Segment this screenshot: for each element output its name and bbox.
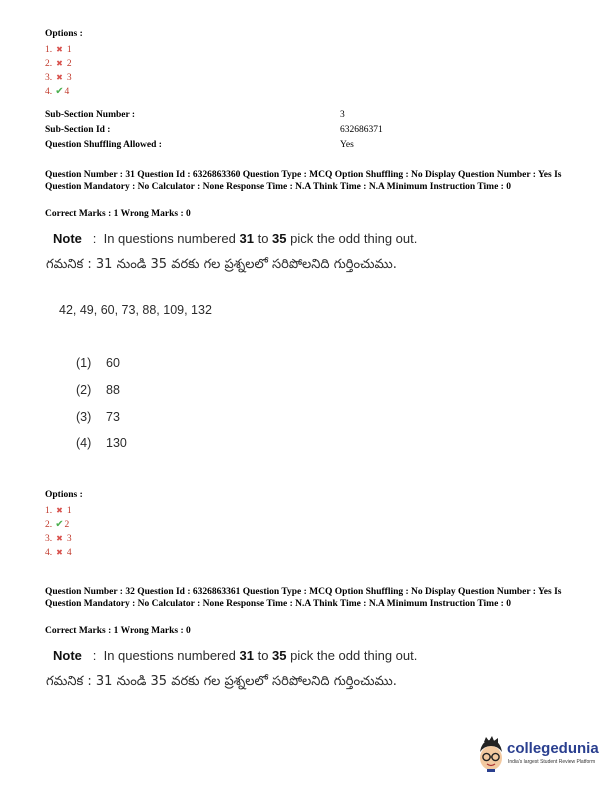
question-31-note: Note : In questions numbered 31 to 35 pick the odd thing out.	[53, 231, 418, 246]
question-32-header: Question Number : 32 Question Id : 6326863361 Question Type : MCQ Option Shuffling : No Display Question Number : Yes Is Question Mandatory : No Calculator : None Response Time : N.A Think Time : N.A Minimum Instruction Time : 0	[45, 587, 562, 609]
option-item: 1. ✖ 1	[45, 506, 72, 516]
subsection-meta	[45, 108, 383, 153]
option-item: 4. ✖ 4	[45, 548, 72, 558]
mascot-icon	[476, 736, 506, 772]
wrong-mark-icon: ✖	[56, 534, 63, 543]
option-item: 2. ✖ 2	[45, 59, 72, 69]
question-31-choice: (2) 88	[76, 383, 120, 397]
option-item: 1. ✖ 1	[45, 45, 72, 55]
options-title: Options :	[45, 490, 83, 500]
option-item: 3. ✖ 3	[45, 73, 72, 83]
question-31-marks: Correct Marks : 1 Wrong Marks : 0	[45, 209, 191, 219]
question-31-choice: (3) 73	[76, 410, 120, 424]
option-item: 4. ✔4	[45, 86, 70, 97]
question-31-choice: (1) 60	[76, 356, 120, 370]
subsection-id-row: Sub-Section Id : 632686371	[45, 125, 383, 135]
wrong-mark-icon: ✖	[56, 59, 63, 68]
wrong-mark-icon: ✖	[56, 548, 63, 557]
option-item: 3. ✖ 3	[45, 534, 72, 544]
question-31-telugu-note: గమనిక : 31 నుండి 35 వరకు గల ప్రశ్నలలో సరిపోలనిది గుర్తించుము.	[46, 257, 397, 272]
options-list	[45, 43, 72, 99]
question-31-sequence: 42, 49, 60, 73, 88, 109, 132	[59, 303, 212, 317]
question-32-telugu-note: గమనిక : 31 నుండి 35 వరకు గల ప్రశ్నలలో సరిపోలనిది గుర్తించుము.	[46, 674, 397, 689]
question-31-choice: (4) 130	[76, 436, 127, 450]
options-title: Options :	[45, 29, 83, 39]
check-mark-icon: ✔	[55, 86, 64, 97]
question-32-note: Note : In questions numbered 31 to 35 pick the odd thing out.	[53, 648, 418, 663]
options-list	[45, 504, 72, 560]
wrong-mark-icon: ✖	[56, 45, 63, 54]
wrong-mark-icon: ✖	[56, 506, 63, 515]
wrong-mark-icon: ✖	[56, 73, 63, 82]
subsection-number-row: Sub-Section Number : 3	[45, 110, 345, 120]
logo-tagline: India's largest Student Review Platform	[508, 759, 596, 765]
question-shuffling-row: Question Shuffling Allowed : Yes	[45, 140, 354, 150]
check-mark-icon: ✔	[55, 519, 64, 530]
question-32-marks: Correct Marks : 1 Wrong Marks : 0	[45, 626, 191, 636]
question-31-header: Question Number : 31 Question Id : 6326863360 Question Type : MCQ Option Shuffling : No Display Question Number : Yes Is Question Mandatory : No Calculator : None Response Time : N.A Think Time : N.A Minimum Instruction Time : 0	[45, 170, 562, 192]
logo-wordmark: collegedunia	[507, 740, 599, 757]
option-item: 2. ✔2	[45, 519, 70, 530]
collegedunia-logo	[476, 736, 600, 776]
